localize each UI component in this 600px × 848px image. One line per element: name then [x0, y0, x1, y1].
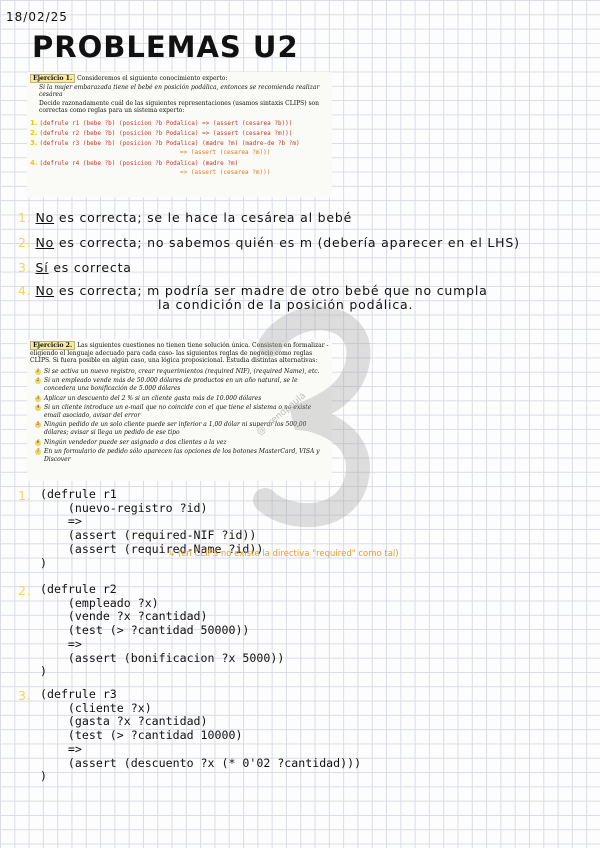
answer-number: 4.	[18, 283, 32, 298]
exercise-1-intro: Consideremos el siguiente conocimiento experto:	[77, 75, 228, 82]
rule-number: 4.	[30, 158, 38, 167]
item-number-badge: 7	[36, 449, 40, 455]
code-line: (nuevo-registro ?id)	[40, 500, 208, 515]
answer-number: 3.	[18, 260, 32, 275]
answer-line	[18, 260, 132, 275]
item-text: Si un cliente introduce un e-mail que no coincide con el que tiene el sistema o no existe email asociado, avisar del error	[44, 404, 312, 419]
exercise-1-box	[27, 72, 332, 197]
code-lines	[40, 688, 361, 784]
item-text: Aplicar un descuento del 2 % si un cliente gasta más de 10.000 dólares	[44, 394, 262, 402]
answer-text: es correcta; no sabemos quién es m (debería aparecer en el LHS)	[54, 235, 520, 250]
code-line: (gasta ?x ?cantidad)	[40, 714, 208, 729]
answer-verdict: No	[35, 235, 55, 250]
answer-verdict: No	[35, 283, 55, 298]
answer-line	[18, 210, 352, 225]
rule-code-cont: => (assert (cesarea ?m)))	[180, 168, 271, 176]
code-line: (defrule r1	[40, 487, 117, 501]
item-number-badge: 4	[36, 405, 40, 411]
answer-text-cont: la condición de la posición podálica.	[158, 297, 414, 312]
code-line: (assert (descuento ?x (* 0'02 ?cantidad)))	[40, 755, 362, 770]
item-number-badge: 3	[36, 395, 40, 401]
rule-code: (defrule r1 (bebe ?b) (posicion ?b Podalica) => (assert (cesarea ?b)))	[39, 119, 293, 127]
rule-item	[30, 129, 329, 138]
code-line: )	[40, 769, 47, 784]
code-line: (defrule r2	[40, 582, 117, 596]
code-answer-number: 1.	[18, 488, 32, 503]
item-text: Ningún vendedor puede ser asignado a dos clientes a la vez	[44, 438, 227, 446]
code-lines	[40, 583, 284, 679]
page-title: PROBLEMAS U2	[32, 30, 299, 64]
item-text: Ningún pedido de un solo cliente puede ser inferior a 1,00 dólar ni superar los 500,00 dólares; avisar si llega un pedido de ese tipo	[44, 421, 307, 436]
code-answer-number: 2.	[18, 583, 32, 598]
code-line: (empleado ?x)	[40, 595, 159, 610]
code-line: (vende ?x ?cantidad)	[40, 609, 208, 624]
code-line: (test (> ?cantidad 10000)	[40, 728, 243, 743]
item-text: Si se activa un nuevo registro, crear requerimientos (required NIF), (required Name), etc.	[44, 367, 320, 375]
code-line: =>	[40, 636, 82, 651]
rule-item	[30, 159, 329, 168]
rule-code: (defrule r4 (bebe ?b) (posicion ?b Podalica) (madre ?m)	[39, 159, 239, 167]
rule-item	[30, 139, 329, 148]
answer-text: es correcta	[48, 260, 132, 275]
code-line: (defrule r3	[40, 687, 117, 701]
item-number-badge: 6	[36, 439, 40, 445]
exercise-1-question: Decide razonadamente cuál de las siguientes representaciones (usamos sintaxis CLIPS) son correctas como reglas para un sistema experto:	[39, 99, 320, 115]
rule-code: (defrule r2 (bebe ?b) (posicion ?b Podalica) => (assert (cesarea ?m)))	[39, 129, 293, 137]
rule-number: 3.	[30, 138, 38, 147]
code-line: (cliente ?x)	[40, 700, 152, 715]
item-number-badge: 2	[36, 378, 40, 384]
code-line: (assert (required-NIF ?id))	[40, 528, 257, 543]
rule-code: (defrule r3 (bebe ?b) (posicion ?b Podalica) (madre ?m) (madre-de ?b ?m)	[39, 139, 300, 147]
rule-number: 1.	[30, 118, 38, 127]
answer-line	[18, 235, 520, 250]
answer-number: 1.	[18, 210, 32, 225]
code-line: =>	[40, 741, 82, 756]
code-line: )	[40, 664, 47, 679]
code-line: )	[40, 555, 47, 570]
exercise-2-label: Ejercicio 2.	[30, 341, 75, 350]
rule-item	[30, 119, 329, 128]
code-line: (assert (required-Name ?id))	[40, 541, 264, 556]
answer-line	[18, 283, 488, 298]
answer-text: es correcta; se le hace la cesárea al bebé	[54, 210, 353, 225]
code-line: (assert (bonificacion ?x 5000))	[40, 650, 285, 665]
rule-number: 2.	[30, 128, 38, 137]
answer-verdict: Sí	[35, 260, 49, 275]
item-number-badge: 5	[36, 422, 40, 428]
code-note: ↳ (en CLIPS no existe la directiva "required" como tal)	[168, 549, 399, 559]
answer-verdict: No	[35, 210, 55, 225]
watermark-text: @ trendpaula	[255, 390, 309, 438]
code-line: =>	[40, 514, 82, 529]
date-label: 18/02/25	[6, 10, 68, 24]
exercise-1-quote: Si la mujer embarazada tiene el bebé en posición podálica, entonces se recomienda realizar cesárea	[39, 83, 320, 99]
code-answer-number: 3.	[18, 688, 32, 703]
item-number-badge: 1	[36, 368, 40, 374]
answer-number: 2.	[18, 235, 32, 250]
exercise-2-intro: Las siguientes cuestiones no tienen tiene solución única. Consisten en formalizar - eligiendo el lenguaje adecuado para cada caso- las siguientes reglas de negocio como reglas CLIPS. Si fuera posible en algún caso, una lógica proposicional. Estudia distintas alternativas:	[30, 342, 329, 365]
rule-code-cont: => (assert (cesarea ?m)))	[180, 148, 271, 156]
answer-text: es correcta; m podría ser madre de otro bebé que no cumpla	[54, 283, 488, 298]
item-text: Si un empleado vende más de 50.000 dólares de productos en un año natural, se le concedera una bonificación de 5.000 dólares	[44, 377, 298, 392]
exercise-1-label: Ejercicio 1.	[30, 74, 75, 83]
code-line: (test (> ?cantidad 50000))	[40, 623, 250, 638]
item-text: En un formulario de pedido sólo aparecen las opciones de los botones MasterCard, VISA y Discover	[44, 448, 320, 463]
